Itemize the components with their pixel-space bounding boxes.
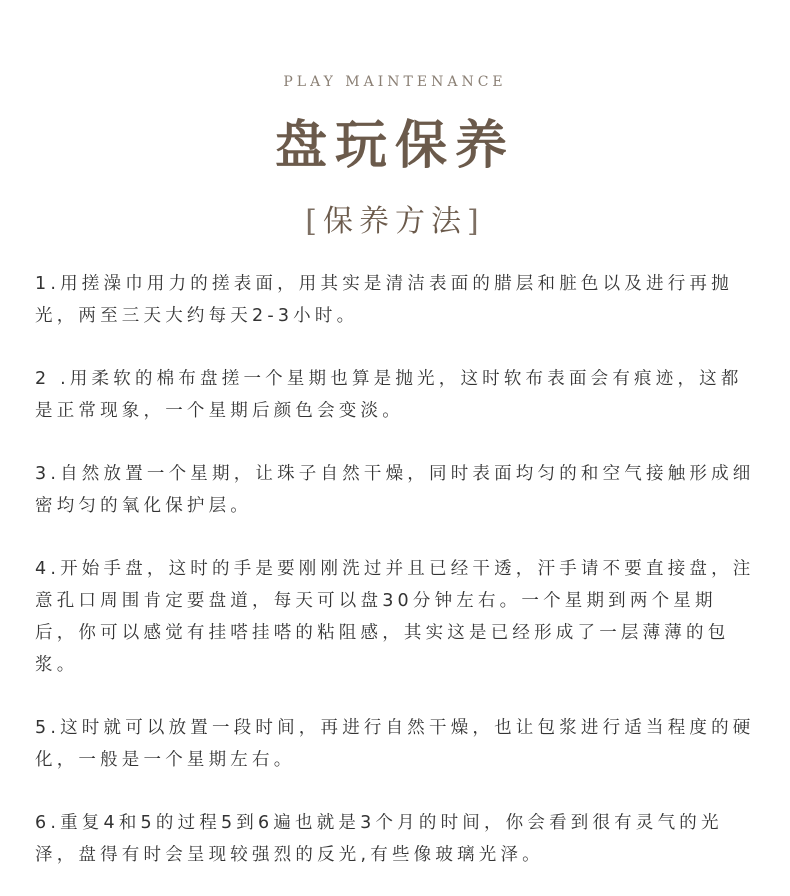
method-step-2: 2 .用柔软的棉布盘搓一个星期也算是抛光，这时软布表面会有痕迹，这都是正常现象，一个星期后颜色会变淡。 [35,369,743,421]
method-list [35,268,755,871]
method-step-6: 6.重复4和5的过程5到6遍也就是3个月的时间，你会看到很有灵气的光泽，盘得有时会呈现较强烈的反光,有些像玻璃光泽。 [35,813,723,865]
bracket-close: ] [467,204,485,239]
page-title: 盘玩保养 [274,115,515,176]
section-heading-text: 保养方法 [323,204,467,239]
method-step-4: 4.开始手盘，这时的手是要刚刚洗过并且已经干透，汗手请不要直接盘，注意孔口周围肯定要盘道，每天可以盘30分钟左右。一个星期到两个星期后，你可以感觉有挂嗒挂嗒的粘阻感，其实这是已经形成了一层薄薄的包浆。 [35,559,755,675]
section-heading [0,200,790,244]
method-step-3: 3.自然放置一个星期，让珠子自然干燥，同时表面均匀的和空气接触形成细密均匀的氧化保护层。 [35,464,755,516]
method-step-5: 5.这时就可以放置一段时间，再进行自然干燥，也让包浆进行适当程度的硬化，一般是一个星期左右。 [35,718,755,770]
english-subtitle: PLAY MAINTENANCE [283,74,507,90]
bracket-open: [ [305,204,323,239]
method-step-1: 1.用搓澡巾用力的搓表面，用其实是清洁表面的腊层和脏色以及进行再抛光，两至三天大约每天2-3小时。 [35,274,733,326]
